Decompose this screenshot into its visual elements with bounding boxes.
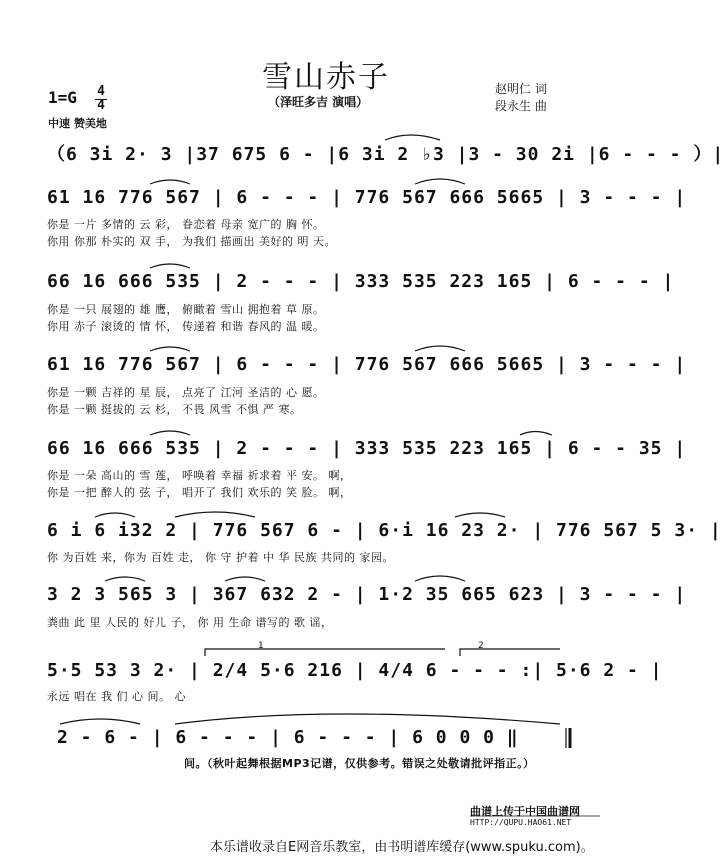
slur-l7a [105,577,145,581]
notation-line-2: 61 16 776 567 | 6 - - - | 776 567 666 5665 | 3 - - - | [47,187,687,208]
volta-2-bracket [460,649,560,656]
notation-line-9: 2 - 6 - | 6 - - - | 6 - - - | 6 0 0 0 ‖ [57,727,519,748]
upload-source-note: 曲谱上传于中国曲谱网 [470,805,580,818]
volta-1-bracket [205,649,445,656]
key-signature: 1=G [48,88,77,107]
lyric-line-3b: 你用 赤子 滚烫的 情 怀， 传递着 和谐 春风的 温 暖。 [47,320,325,333]
slur-l9b [175,714,560,724]
volta-1-number: 1 [258,641,264,651]
slur-l6c [455,513,505,517]
slur-l6a [95,513,135,517]
transcriber-note: 间。（秋叶起舞根据MP3记谱，仅供参考。错误之处敬请批评指正。） [184,757,535,770]
lyric-line-2a: 你是 一片 多情的 云 彩， 眷恋着 母亲 宽广的 胸 怀。 [47,218,325,231]
lyric-line-4b: 你是 一颗 挺拔的 云 杉， 不畏 风雪 不惧 严 寒。 [47,403,302,416]
slur-l2a [150,180,190,184]
slur-l5a [150,431,190,435]
slur-l2b [415,179,465,184]
slur-l4a [150,347,190,351]
notation-line-7: 3 2 3 565 3 | 367 632 2 - | 1·2 35 665 623 | 3 - - - | [47,584,687,605]
lyric-line-3a: 你是 一只 展翅的 雄 鹰， 俯瞰着 雪山 拥抱着 草 原。 [47,303,325,316]
lyric-line-5b: 你是 一把 醉人的 弦 子， 唱开了 我们 欢乐的 笑 脸。 啊， [47,486,352,499]
slur-intro [385,135,440,140]
lyric-line-4a: 你是 一颗 吉祥的 星 辰， 点亮了 江河 圣洁的 心 愿。 [47,386,325,399]
lyric-line-5a: 你是 一朵 高山的 雪 莲， 呼唤着 幸福 祈求着 平 安。 啊， [47,469,352,482]
song-title: 雪山赤子 [262,60,390,95]
notation-line-4: 61 16 776 567 | 6 - - - | 776 567 666 5665 | 3 - - - | [47,354,687,375]
tempo-marking: 中速 赞美地 [48,117,107,130]
slur-l5b [520,432,552,436]
slur-l7b [225,577,265,581]
time-signature: 4 4 [95,86,107,112]
lyricist-credit: 赵明仁 词 [495,82,547,96]
footer-caption: 本乐谱收录自E网音乐教室，由书明谱库缓存(www.spuku.com)。 [210,840,594,855]
notation-line-3: 66 16 666 535 | 2 - - - | 333 535 223 165 | 6 - - - | [47,271,675,292]
lyric-line-2b: 你用 你那 朴实的 双 手， 为我们 描画出 美好的 明 天。 [47,235,336,248]
notation-line-1: （6 3i 2· 3 |37 675 6 - |6 3i 2 ♭3 |3 - 30 2i |6 - - - ）| [47,144,724,165]
slur-l4b [415,346,465,351]
lyric-line-8: 永远 唱在 我 们 心 间。 心 [47,690,186,703]
notation-line-5: 66 16 666 535 | 2 - - - | 333 535 223 165 | 6 - - 35 | [47,438,687,459]
slur-l7c [415,576,465,581]
notation-line-6: 6 i 6 i32 2 | 776 567 6 - | 6·i 16 23 2· | 776 567 5 3· | [47,520,722,541]
notation-line-8: 5·5 53 3 2· | 2/4 5·6 216 | 4/4 6 - - - :| 5·6 2 - | [47,660,663,681]
lyric-line-6: 你 为百姓 来，你为 百姓 走， 你 守 护着 中 华 民族 共同的 家园。 [47,551,394,564]
slur-l3a [150,264,190,268]
upload-site-url: HTTP://QUPU.HAO61.NET [470,818,572,827]
lyric-line-7: 粪曲 此 里 人民的 好儿 子， 你 用 生命 谱写的 歌 谣， [47,616,333,629]
slur-l9a [60,719,140,724]
composer-credit: 段永生 曲 [495,99,547,113]
slur-l6b [175,512,255,517]
volta-2-number: 2 [478,641,484,651]
performer-credit: （泽旺多吉 演唱） [268,95,369,109]
